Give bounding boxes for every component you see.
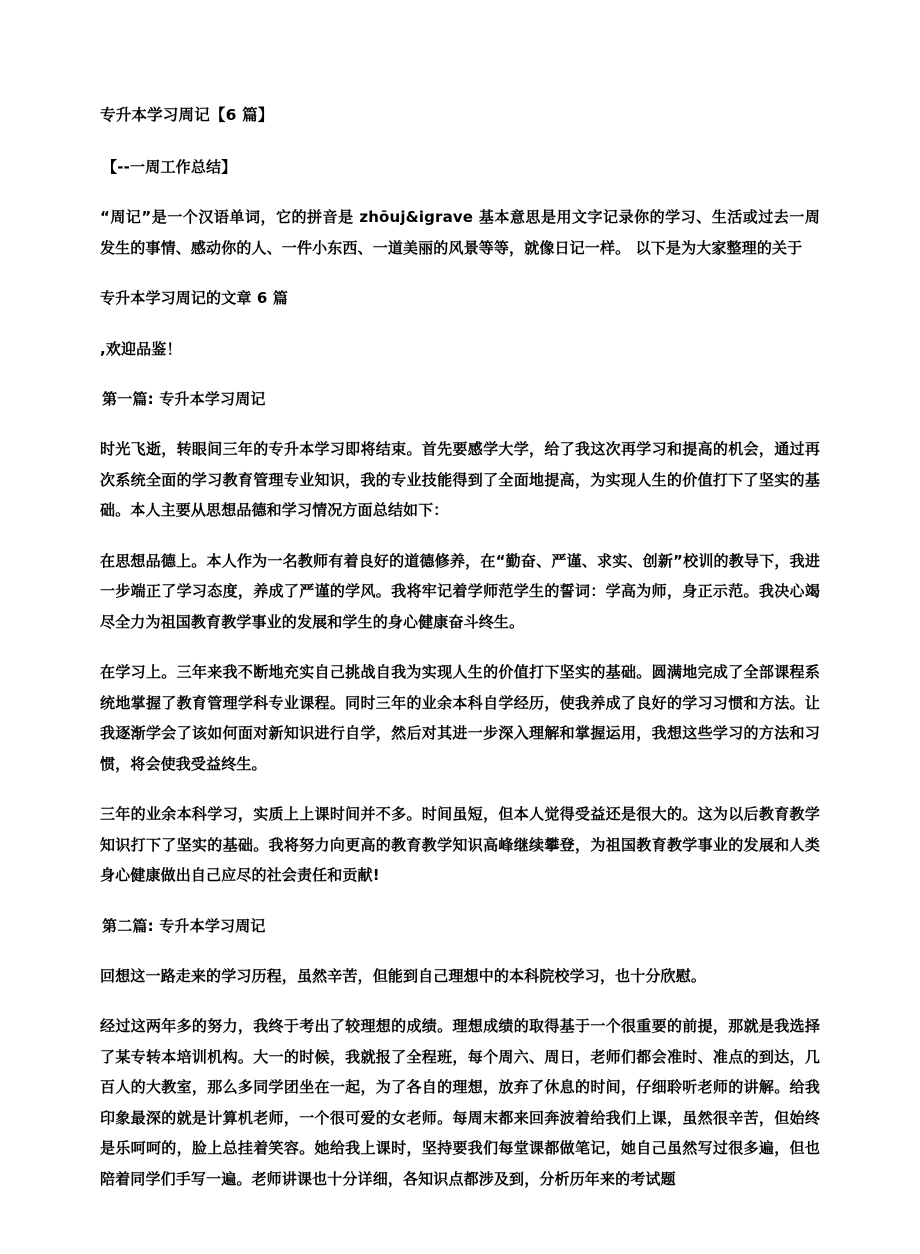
section-1-paragraph-1: 时光飞逝，转眼间三年的专升本学习即将结束。首先要感学大学，给了我这次再学习和提高的机会，通过再次系统全面的学习教育管理专业知识，我的专业技能得到了全面地提高，为实现人生的价值打下了坚实的基础。本人主要从思想品德和学习情况方面总结如下：: [100, 440, 820, 519]
section-1-paragraph-3: 在学习上。三年来我不断地充实自己挑战自我为实现人生的价值打下坚实的基础。圆满地完成了全部课程系统地掌握了教育管理学科专业课程。同时三年的业余本科自学经历，使我养成了良好的学习习惯和方法。让我逐渐学会了该如何面对新知识进行自学，然后对其进一步深入理解和掌握运用，我想这些学习的方法和习惯，将会使我受益终生。: [100, 663, 820, 773]
section-2-paragraph-1: 回想这一路走来的学习历程，虽然辛苦，但能到自己理想中的本科院校学习，也十分欣慰。: [100, 966, 707, 985]
intro-line-2: 专升本学习周记的文章 6 篇: [100, 289, 288, 307]
document-subtitle: 【--一周工作总结】: [102, 158, 237, 176]
intro-paragraph: “周记”是一个汉语单词，它的拼音是 zhōuj&igrave 基本意思是用文字记录你的学习、生活或过去一周发生的事情、感动你的人、一件小东西、一道美丽的风景等等，就像日记一样。 以下是为大家整理的关于: [100, 208, 820, 257]
section-heading-1: 第一篇: 专升本学习周记: [102, 390, 266, 408]
section-2-paragraph-2: 经过这两年多的努力，我终于考出了较理想的成绩。理想成绩的取得基于一个很重要的前提，那就是我选择了某专转本培训机构。大一的时候，我就报了全程班，每个周六、周日，老师们都会准时、准点的到达，几百人的大教室，那么多同学团坐在一起，为了各自的理想，放弃了休息的时间，仔细聆听老师的讲解。给我印象最深的就是计算机老师，一个很可爱的女老师。每周末都来回奔波着给我们上课，虽然很辛苦，但始终是乐呵呵的，脸上总挂着笑容。她给我上课时，坚持要我们每堂课都做笔记，她自己虽然写过很多遍，但也陪着同学们手写一遍。老师讲课也十分详细，各知识点都涉及到，分析历年来的考试题: [100, 1017, 820, 1188]
section-heading-2: 第二篇: 专升本学习周记: [102, 916, 266, 935]
section-1-paragraph-2: 在思想品德上。本人作为一名教师有着良好的道德修养，在“勤奋、严谨、求实、创新”校训的教导下，我进一步端正了学习态度，养成了严谨的学风。我将牢记着学师范学生的誓词：学高为师，身正示范。我决心竭尽全力为祖国教育教学事业的发展和学生的身心健康奋斗终生。: [100, 551, 820, 631]
page-title: 专升本学习周记【6 篇】: [100, 106, 274, 124]
intro-line-3: ,欢迎品鉴！: [100, 339, 182, 358]
section-1-paragraph-4: 三年的业余本科学习，实质上上课时间并不多。时间虽短，但本人觉得受益还是很大的。这为以后教育教学知识打下了坚实的基础。我将努力向更高的教育教学知识高峰继续攀登，为祖国教育教学事业的发展和人类身心健康做出自己应尽的社会责任和贡献!: [100, 805, 820, 884]
